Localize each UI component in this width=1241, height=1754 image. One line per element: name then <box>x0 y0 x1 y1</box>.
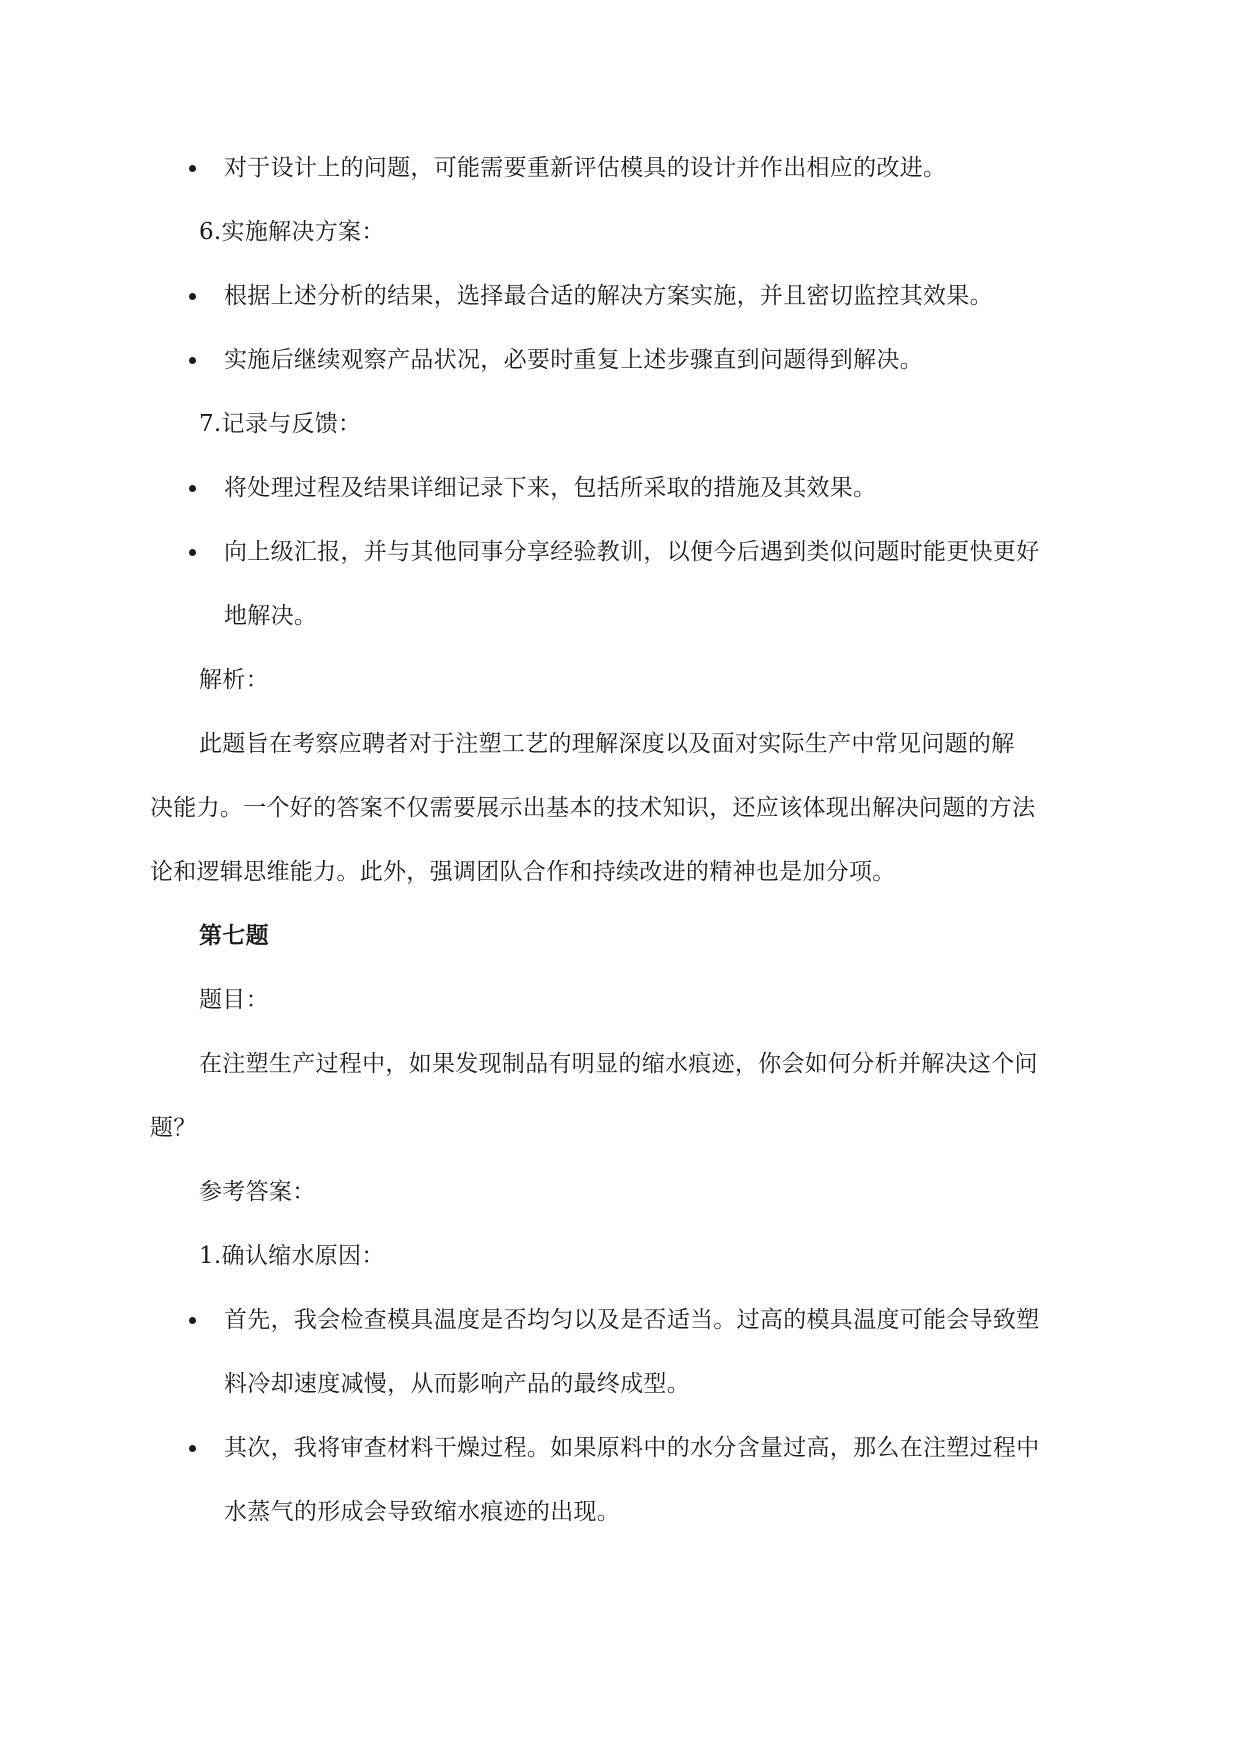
bullet-text: 根据上述分析的结果，选择最合适的解决方案实施，并且密切监控其效果。 <box>224 283 993 309</box>
step-heading: 6.实施解决方案： <box>199 219 385 245</box>
bullet-text: 向上级汇报，并与其他同事分享经验教训，以便今后遇到类似问题时能更快更好 <box>224 539 1040 565</box>
paragraph-line: 此题旨在考察应聘者对于注塑工艺的理解深度以及面对实际生产中常见问题的解 <box>199 731 1015 757</box>
step-heading: 7.记录与反馈： <box>199 411 362 437</box>
section-title: 第七题 <box>199 922 269 949</box>
bullet-dot <box>189 357 196 364</box>
bullet-text: 将处理过程及结果详细记录下来，包括所采取的措施及其效果。 <box>224 475 877 501</box>
paragraph-line: 论和逻辑思维能力。此外，强调团队合作和持续改进的精神也是加分项。 <box>150 859 896 885</box>
paragraph-line: 在注塑生产过程中，如果发现制品有明显的缩水痕迹，你会如何分析并解决这个问 <box>199 1051 1038 1077</box>
bullet-dot <box>189 165 196 172</box>
bullet-text-continuation: 料冷却速度减慢，从而影响产品的最终成型。 <box>224 1371 690 1397</box>
question-label: 题目： <box>199 987 269 1013</box>
answer-label: 参考答案： <box>199 1179 316 1205</box>
bullet-text: 首先，我会检查模具温度是否均匀以及是否适当。过高的模具温度可能会导致塑 <box>224 1307 1040 1333</box>
bullet-text-continuation: 地解决。 <box>224 603 318 629</box>
analysis-label: 解析： <box>199 667 269 693</box>
bullet-dot <box>189 1317 196 1324</box>
bullet-dot <box>189 549 196 556</box>
bullet-dot <box>189 293 196 300</box>
bullet-dot <box>189 485 196 492</box>
paragraph-line: 题？ <box>150 1115 197 1141</box>
bullet-text: 实施后继续观察产品状况，必要时重复上述步骤直到问题得到解决。 <box>224 347 923 373</box>
paragraph-line: 决能力。一个好的答案不仅需要展示出基本的技术知识，还应该体现出解决问题的方法 <box>150 795 1036 821</box>
bullet-text: 对于设计上的问题，可能需要重新评估模具的设计并作出相应的改进。 <box>224 155 947 181</box>
bullet-text: 其次，我将审查材料干燥过程。如果原料中的水分含量过高，那么在注塑过程中 <box>224 1435 1040 1461</box>
step-heading: 1.确认缩水原因： <box>199 1243 385 1269</box>
bullet-text-continuation: 水蒸气的形成会导致缩水痕迹的出现。 <box>224 1499 621 1525</box>
bullet-dot <box>189 1445 196 1452</box>
